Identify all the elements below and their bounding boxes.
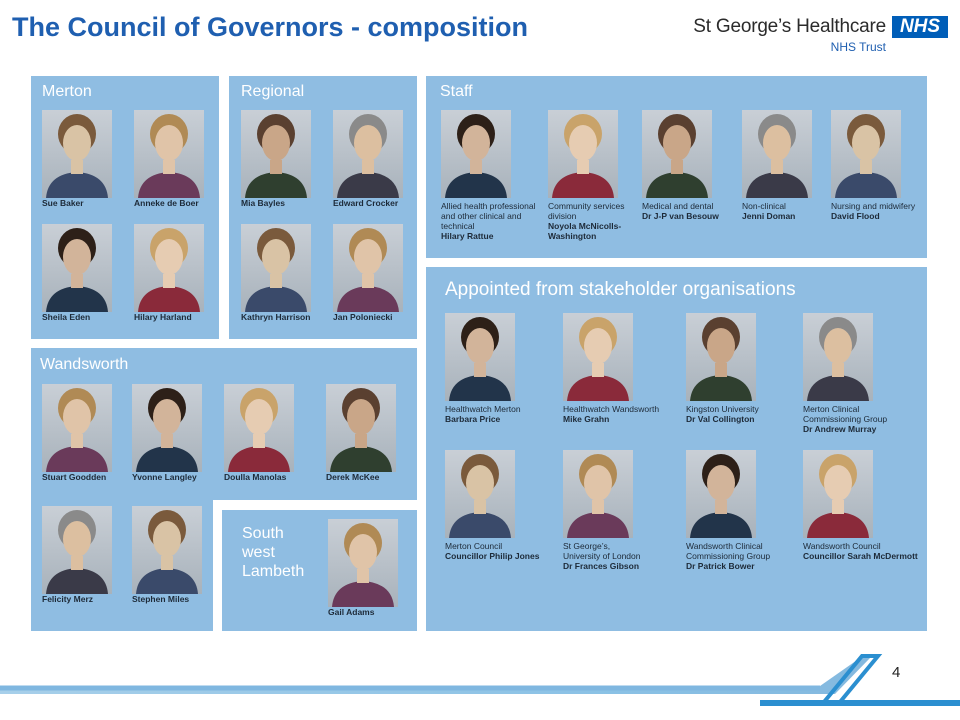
portrait-photo [333, 110, 403, 198]
person-name: Anneke de Boer [134, 198, 199, 208]
person-name: Barbara Price [445, 414, 501, 424]
person-name: Stephen Miles [132, 594, 190, 604]
portrait-photo [803, 313, 873, 401]
person-role: Allied health professional and other clinical and technical [441, 201, 536, 231]
panel-title-staff: Staff [440, 83, 473, 100]
person-name: Mia Bayles [241, 198, 285, 208]
person-name: Derek McKee [326, 472, 380, 482]
person-role: Wandsworth Council [803, 541, 881, 551]
portrait-silhouette [134, 224, 204, 312]
portrait-silhouette [686, 313, 756, 401]
person-card [42, 110, 142, 208]
portrait-photo [333, 224, 403, 312]
person-name: Felicity Merz [42, 594, 94, 604]
person-name: Hilary Harland [134, 312, 192, 322]
person-card [42, 224, 142, 322]
portrait-silhouette [803, 313, 873, 401]
person-card [445, 450, 555, 561]
person-card [328, 519, 428, 617]
person-name: Noyola McNicolls-Washington [548, 221, 622, 241]
portrait-silhouette [548, 110, 618, 198]
person-role: Medical and dental [642, 201, 714, 211]
portrait-photo [548, 110, 618, 198]
portrait-silhouette [742, 110, 812, 198]
person-card [134, 224, 234, 322]
panel-title-regional: Regional [241, 83, 305, 100]
person-name: Councillor Philip Jones [445, 551, 540, 561]
portrait-silhouette [686, 450, 756, 538]
footer-swoosh [0, 650, 960, 720]
portrait-photo [328, 519, 398, 607]
portrait-photo [42, 506, 112, 594]
person-name: Stuart Goodden [42, 472, 107, 482]
person-name: Mike Grahn [563, 414, 610, 424]
portrait-photo [134, 110, 204, 198]
portrait-silhouette [326, 384, 396, 472]
person-role: St George’s, University of London [563, 541, 641, 561]
person-card [831, 110, 931, 221]
portrait-silhouette [224, 384, 294, 472]
person-name: Dr Frances Gibson [563, 561, 640, 571]
person-card [563, 450, 663, 571]
trust-subtitle: NHS Trust [830, 40, 886, 54]
person-name: Dr Patrick Bower [686, 561, 755, 571]
portrait-silhouette [42, 384, 112, 472]
person-name: Jan Poloniecki [333, 312, 393, 322]
person-card [42, 384, 142, 482]
person-name: Yvonne Langley [132, 472, 197, 482]
portrait-silhouette [134, 110, 204, 198]
person-name: Sue Baker [42, 198, 84, 208]
portrait-photo [132, 384, 202, 472]
person-card [686, 313, 786, 424]
portrait-photo [803, 450, 873, 538]
person-card [241, 224, 341, 322]
person-name: David Flood [831, 211, 880, 221]
portrait-silhouette [132, 506, 202, 594]
portrait-photo [642, 110, 712, 198]
panel-title-stakeholder: Appointed from stakeholder organisations [445, 279, 796, 300]
nhs-logo: NHS [892, 16, 948, 38]
portrait-silhouette [241, 110, 311, 198]
person-role: Healthwatch Wandsworth [563, 404, 660, 414]
portrait-photo [686, 313, 756, 401]
person-card [803, 450, 918, 561]
person-card [42, 506, 142, 604]
person-name: Kathryn Harrison [241, 312, 311, 322]
portrait-silhouette [42, 224, 112, 312]
portrait-photo [134, 224, 204, 312]
portrait-photo [445, 313, 515, 401]
portrait-photo [445, 450, 515, 538]
person-card [224, 384, 324, 482]
panel-title-merton: Merton [42, 83, 92, 100]
portrait-silhouette [563, 313, 633, 401]
panel-title-wandsworth: Wandsworth [40, 356, 129, 373]
portrait-silhouette [563, 450, 633, 538]
page-number: 4 [892, 664, 901, 681]
person-role: Merton Clinical Commissioning Group [803, 404, 888, 424]
portrait-silhouette [328, 519, 398, 607]
person-name: Doulla Manolas [224, 472, 287, 482]
portrait-silhouette [445, 450, 515, 538]
person-name: Edward Crocker [333, 198, 399, 208]
portrait-photo [563, 450, 633, 538]
portrait-silhouette [42, 110, 112, 198]
portrait-photo [831, 110, 901, 198]
person-role: Community services division [548, 201, 625, 221]
person-role: Merton Council [445, 541, 503, 551]
portrait-photo [686, 450, 756, 538]
person-card [548, 110, 632, 241]
person-name: Dr J-P van Besouw [642, 211, 719, 221]
person-card [132, 384, 232, 482]
person-card [333, 110, 433, 208]
portrait-photo [42, 384, 112, 472]
person-card [333, 224, 433, 322]
person-name: Jenni Doman [742, 211, 796, 221]
person-name: Hilary Rattue [441, 231, 494, 241]
slide-title: The Council of Governors - composition [12, 12, 529, 42]
person-role: Healthwatch Merton [445, 404, 521, 414]
portrait-silhouette [333, 224, 403, 312]
portrait-photo [42, 224, 112, 312]
portrait-photo [132, 506, 202, 594]
portrait-photo [326, 384, 396, 472]
person-card [326, 384, 426, 482]
person-card [445, 313, 545, 424]
trust-name: St George’s Healthcare [693, 16, 886, 37]
person-card [803, 313, 903, 434]
person-role: Kingston University [686, 404, 759, 414]
portrait-silhouette [445, 313, 515, 401]
person-card [563, 313, 673, 424]
portrait-photo [742, 110, 812, 198]
portrait-photo [563, 313, 633, 401]
person-name: Councillor Sarah McDermott [803, 551, 918, 561]
portrait-silhouette [441, 110, 511, 198]
person-name: Gail Adams [328, 607, 375, 617]
person-name: Sheila Eden [42, 312, 91, 322]
portrait-photo [224, 384, 294, 472]
trust-logo [678, 12, 948, 58]
person-role: Non-clinical [742, 201, 786, 211]
person-card [134, 110, 234, 208]
person-card [742, 110, 842, 221]
person-name: Dr Val Collington [686, 414, 755, 424]
portrait-silhouette [803, 450, 873, 538]
person-card [686, 450, 786, 571]
portrait-photo [441, 110, 511, 198]
portrait-photo [241, 110, 311, 198]
portrait-silhouette [642, 110, 712, 198]
person-card [642, 110, 742, 221]
panel-title-south-west-lambeth: South west Lambeth [242, 525, 305, 580]
person-card [241, 110, 341, 208]
person-card [132, 506, 232, 604]
portrait-silhouette [241, 224, 311, 312]
person-name: Dr Andrew Murray [803, 424, 877, 434]
portrait-silhouette [831, 110, 901, 198]
person-role: Wandsworth Clinical Commissioning Group [686, 541, 771, 561]
person-card [441, 110, 541, 241]
portrait-silhouette [132, 384, 202, 472]
portrait-silhouette [333, 110, 403, 198]
portrait-photo [42, 110, 112, 198]
person-role: Nursing and midwifery [831, 201, 916, 211]
portrait-photo [241, 224, 311, 312]
portrait-silhouette [42, 506, 112, 594]
